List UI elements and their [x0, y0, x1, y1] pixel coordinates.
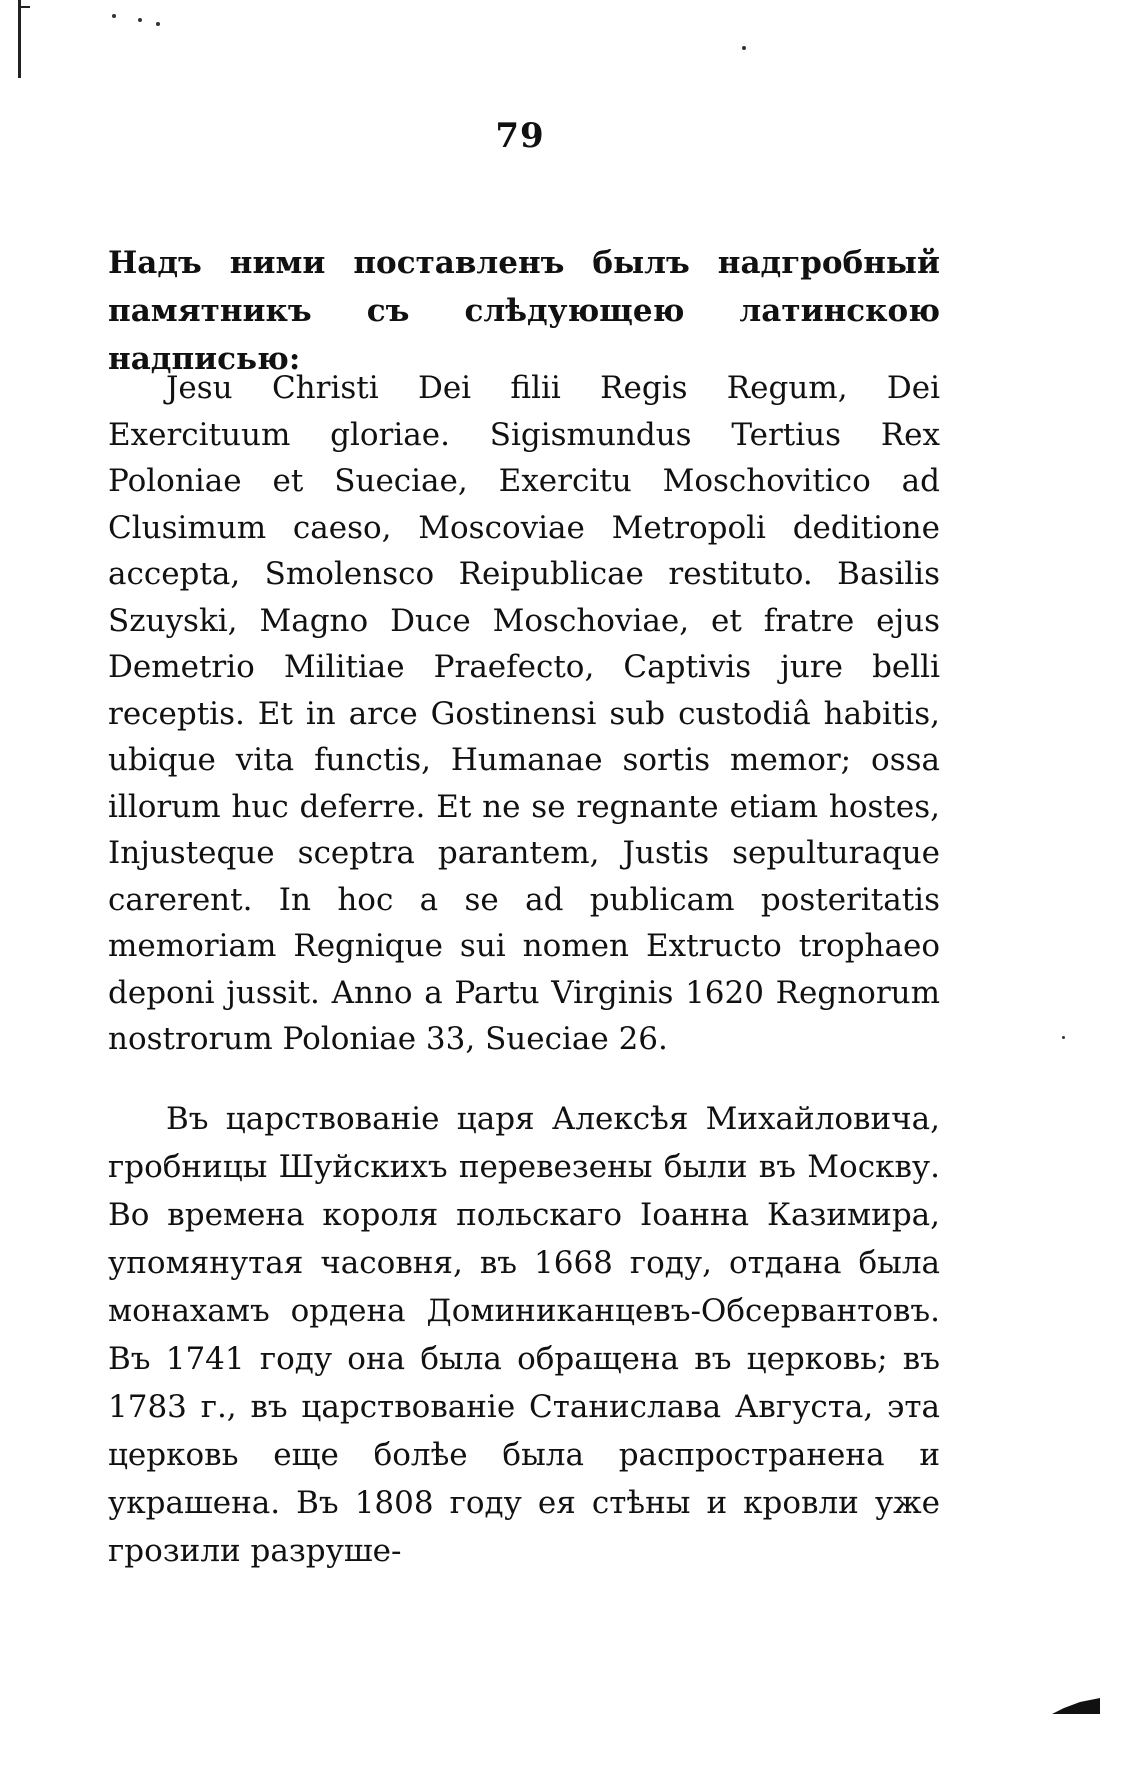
scan-speck [138, 18, 142, 22]
latin-inscription-paragraph: Jesu Christi Dei filii Regis Regum, Dei Exercituum gloriae. Sigismundus Tertius Rex Poloniae et Sueciae, Exercitu Moschovitico ad Clusimum caeso, Moscoviae Metropoli deditione accepta, Smolensco Reipublicae restituto. Basilis Szuyski, Magno Duce Moschoviae, et fratre ejus Demetrio Militiae Praefecto, Captivis jure belli receptis. Et in arce Gostinensi sub custodiâ habitis, ubique vita functis, Humanae sortis memor; ossa illorum huc deferre. Et ne se regnante etiam hostes, Injusteque sceptra parantem, Justis sepulturaque carerent. In hoc a se ad publicam posteritatis memoriam Regnique sui nomen Extructo trophaeo deponi jussit. Anno a Partu Virginis 1620 Regnorum nostrorum Poloniae 33, Sueciae 26. [108, 370, 940, 1057]
scan-speck [156, 22, 160, 26]
scan-speck [742, 46, 746, 50]
intro-paragraph: Надъ ними поставленъ былъ надгробный памятникъ съ слѣдующею латинскою надписью: [108, 245, 940, 377]
page-number: 79 [495, 116, 545, 156]
page-edge-mark [18, 0, 21, 78]
scan-speck [112, 14, 116, 18]
page-edge-corner [18, 6, 30, 8]
printer-mark-icon [1050, 1690, 1102, 1718]
scan-speck [1062, 1036, 1065, 1039]
russian-paragraph: Въ царствованіе царя Алексѣя Михайловича, гробницы Шуйскихъ перевезены были въ Москву. Во времена короля польскаго Іоанна Казимира, упомянутая часовня, въ 1668 году, отдана была монахамъ ордена Доминиканцевъ-Обсервантовъ. Въ 1741 году она была обращена въ церковь; въ 1783 г., въ царствованіе Станислава Августа, эта церковь еще болѣе была распространена и украшена. Въ 1808 году ея стѣны и кровли уже грозили разруше- [108, 1101, 940, 1569]
